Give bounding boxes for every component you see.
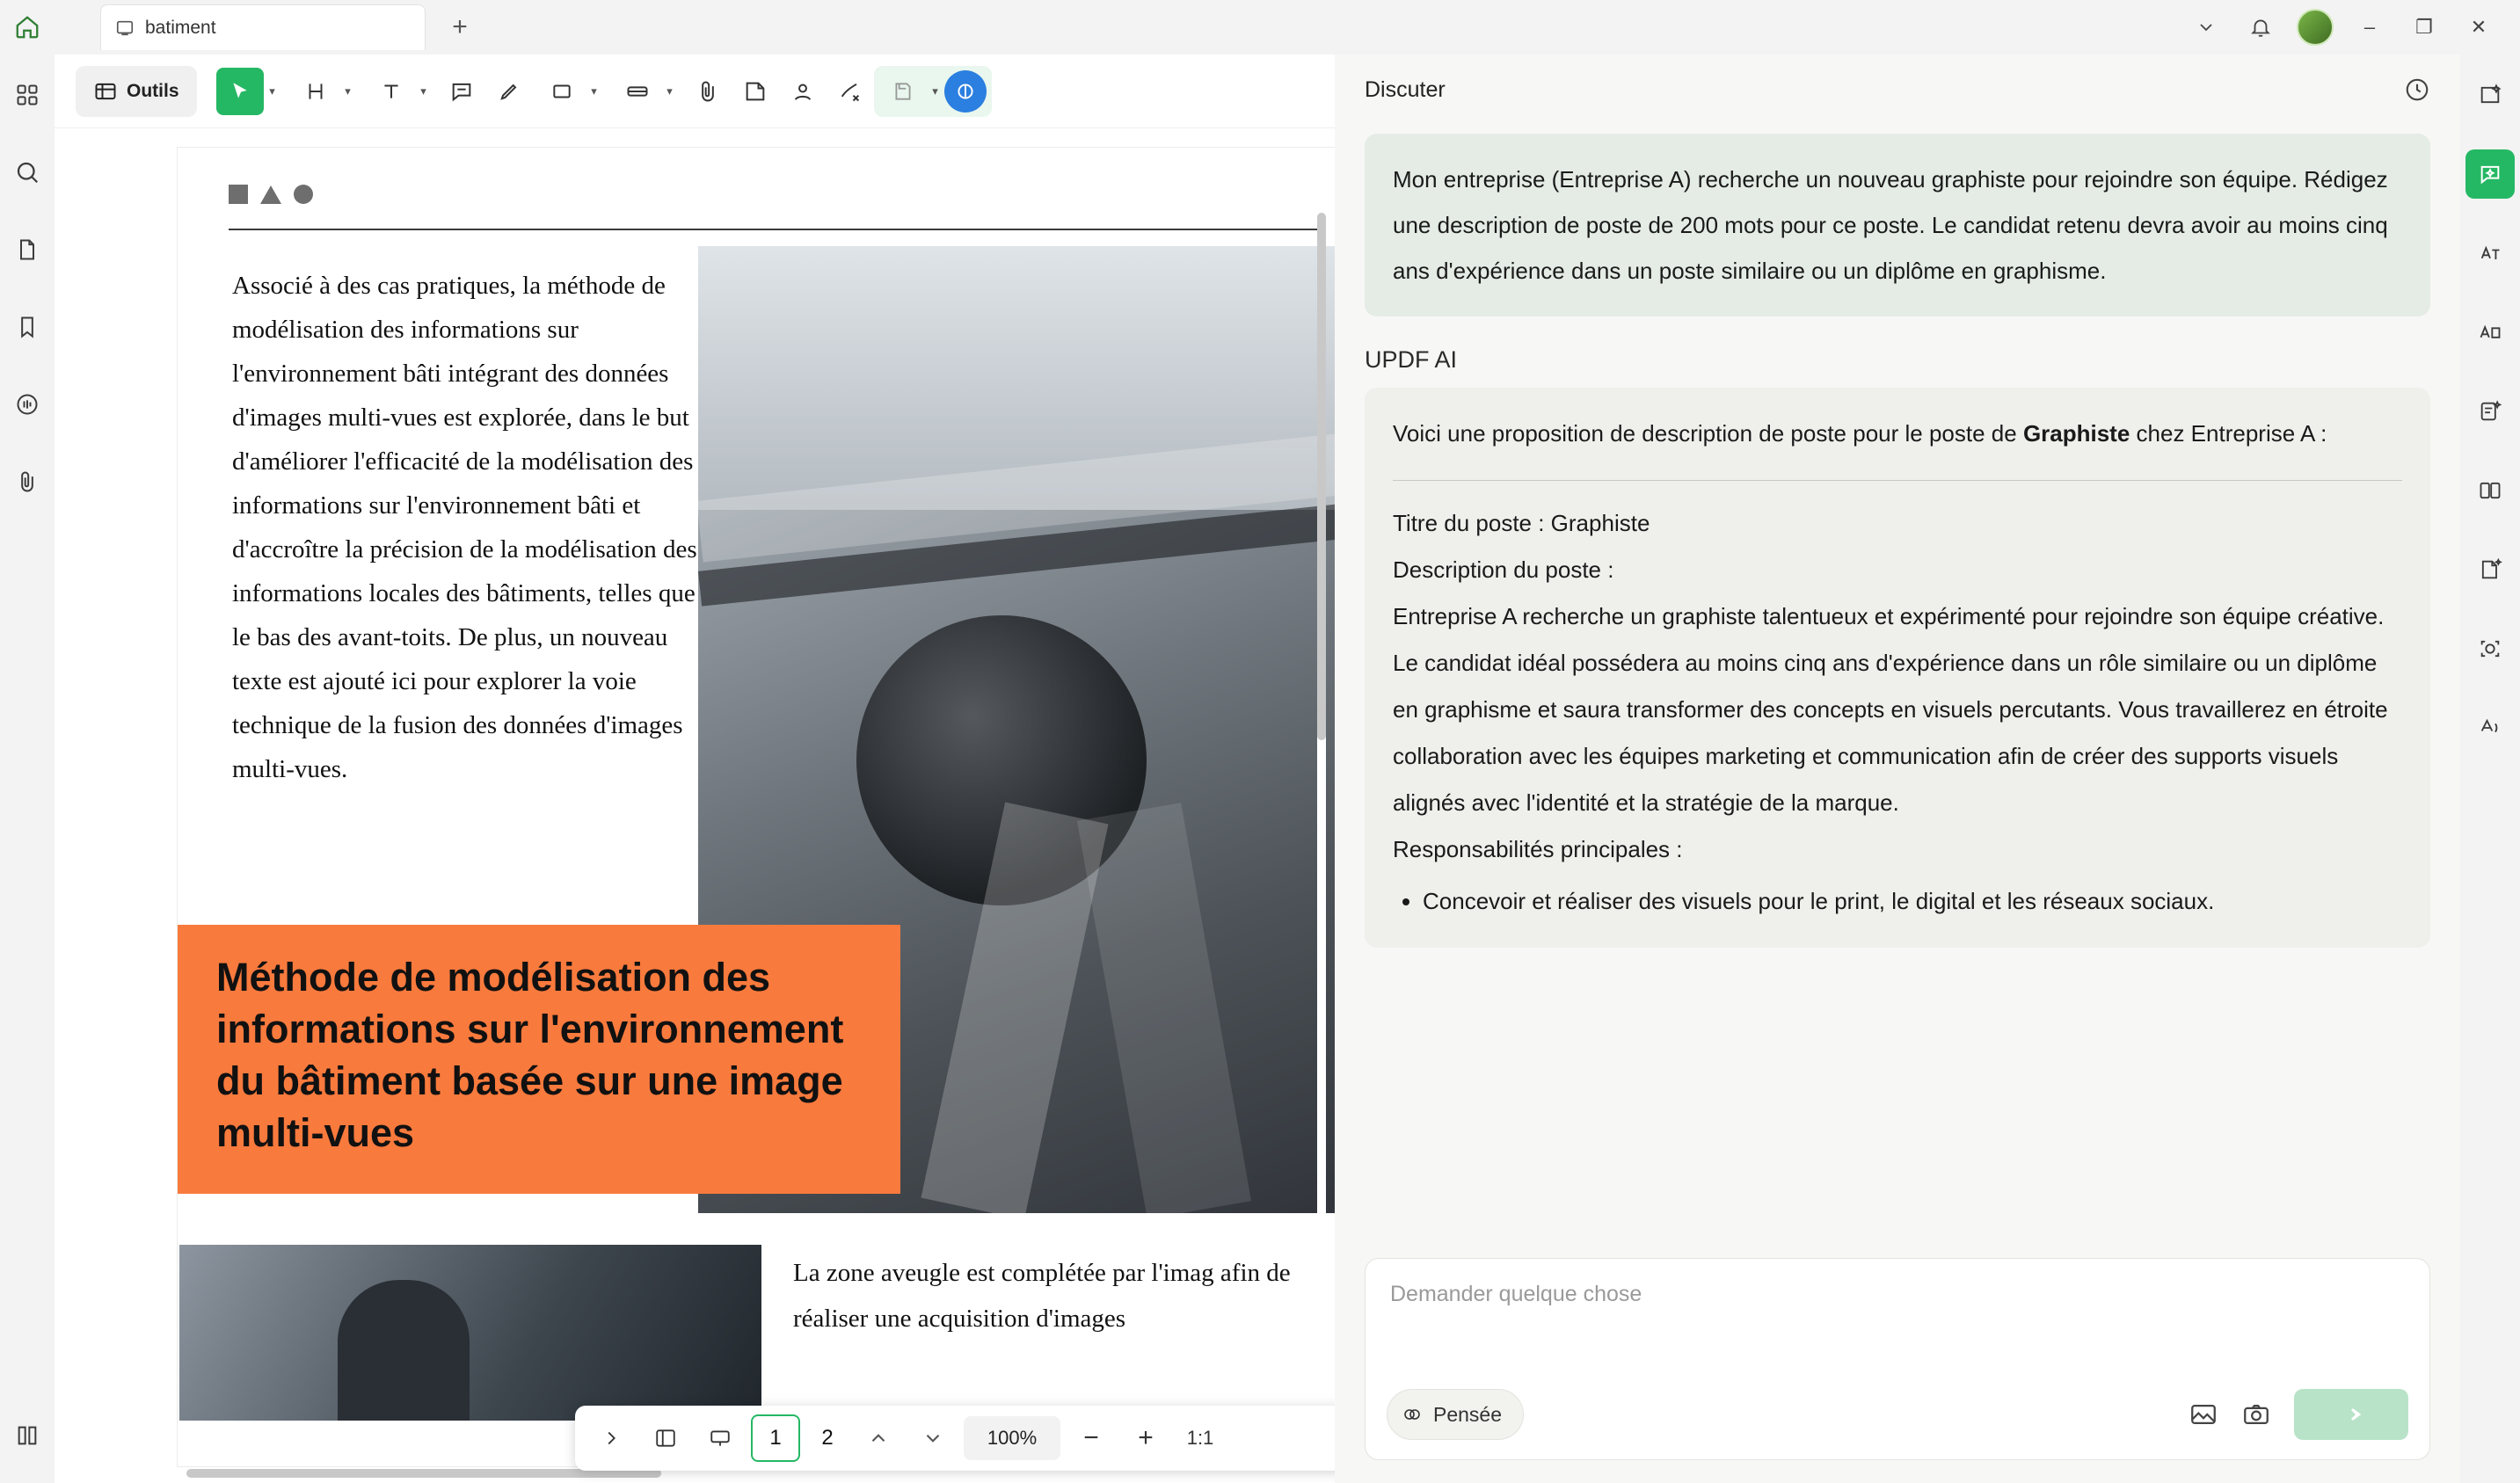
save-chevron-down-icon[interactable]: ▾ [932, 84, 938, 98]
title-bar [0, 0, 2520, 55]
tools-label: Outils [127, 80, 179, 101]
bookmark-icon [15, 315, 40, 339]
sticker-button[interactable] [732, 68, 779, 115]
sidebar-item-summarize[interactable] [2465, 387, 2515, 436]
assistant-intro-part2: chez Entreprise A : [2130, 420, 2327, 447]
ai-panel-header [1335, 55, 2460, 125]
stamp-chevron-down-icon[interactable]: ▾ [666, 84, 673, 98]
attachment-icon [15, 469, 40, 494]
assistant-intro [1393, 411, 2402, 457]
user-account-button[interactable] [2288, 0, 2342, 55]
previous-page-button[interactable] [855, 1414, 902, 1462]
assistant-divider [1393, 480, 2402, 481]
image-upload-button[interactable] [2189, 1399, 2218, 1429]
book-reader-icon [15, 1423, 40, 1448]
headline-block [178, 925, 900, 1194]
zoom-level-value[interactable]: 100% [964, 1416, 1060, 1460]
signature-person-icon [790, 79, 815, 104]
comment-icon [449, 79, 474, 104]
document-tab-label: batiment [145, 17, 216, 38]
sidebar-item-bookmarks[interactable] [4, 304, 50, 350]
sidebar-item-compare[interactable] [2465, 466, 2515, 515]
attachment-icon [696, 79, 720, 104]
sidebar-item-search[interactable] [4, 149, 50, 195]
document-pane [55, 55, 1335, 1483]
sidebar-item-export-ai[interactable] [2465, 545, 2515, 594]
speak-icon [2478, 716, 2502, 740]
notification-bell-icon [2249, 16, 2272, 39]
avatar [2297, 9, 2334, 46]
explain-text-icon [2478, 320, 2502, 345]
page-layout-icon [654, 1427, 677, 1450]
chat-messages[interactable] [1335, 134, 2460, 1285]
cursor-select-icon [229, 80, 251, 103]
left-sidebar [0, 55, 55, 1483]
sidebar-item-annotations[interactable] [4, 382, 50, 427]
page-header-rule [229, 229, 1323, 230]
text-tool-group [362, 66, 438, 117]
presentation-mode-button[interactable] [696, 1414, 744, 1462]
sidebar-item-translate[interactable] [2465, 229, 2515, 278]
ai-chat-panel [1335, 55, 2460, 1483]
page-navigation-bar [575, 1406, 1366, 1471]
titlebar-right-controls [2179, 0, 2520, 55]
compare-icon [2478, 478, 2502, 503]
text-tool-button[interactable] [368, 68, 415, 115]
shape-tool-group [533, 66, 608, 117]
erase-signature-icon [838, 79, 863, 104]
sticker-icon [743, 79, 768, 104]
pen-icon [497, 79, 521, 104]
ai-chat-icon [2478, 162, 2502, 186]
circle-shape-icon [294, 185, 313, 204]
save-ai-group [874, 66, 992, 117]
summarize-icon [2478, 399, 2502, 424]
photo-person-silhouette [338, 1280, 470, 1421]
right-sidebar [2460, 55, 2520, 1483]
responsibilities-heading: Responsabilités principales : [1393, 836, 1683, 862]
tools-icon [93, 79, 118, 104]
job-description-heading: Description du poste : [1393, 556, 1614, 583]
sidebar-item-apps[interactable] [4, 72, 50, 118]
assistant-intro-part1: Voici une proposition de description de poste pour le poste de [1393, 420, 2023, 447]
chat-history-button[interactable] [2404, 76, 2430, 103]
image-upload-icon [2189, 1399, 2218, 1429]
document-toolbar [55, 55, 1335, 128]
translate-icon [2478, 241, 2502, 265]
person-with-headset-photo [179, 1245, 761, 1421]
ai-assistant-icon [954, 80, 977, 103]
tools-button[interactable] [76, 66, 197, 117]
zoom-in-button[interactable]: + [1138, 1423, 1154, 1452]
user-message: Mon entreprise (Entreprise A) recherche un nouveau graphiste pour rejoindre son équipe. Rédigez une description de poste de 200 mots pour ce poste. Le candidat retenu devra avoir au moins cinq ans d'expérience dans un poste similaire ou un diplôme en graphisme. [1365, 134, 2430, 316]
assistant-intro-bold: Graphiste [2022, 420, 2130, 447]
highlight-button[interactable] [292, 68, 339, 115]
shape-chevron-down-icon[interactable]: ▾ [591, 84, 597, 98]
shape-rectangle-icon [550, 80, 573, 103]
ai-panel-title: Discuter [1365, 76, 1446, 102]
highlight-chevron-down-icon[interactable]: ▾ [345, 84, 351, 98]
screenshot-button[interactable] [2241, 1399, 2271, 1429]
home-icon [14, 14, 40, 40]
assistant-label: UPDF AI [1365, 346, 1458, 373]
thinking-mode-button[interactable] [1387, 1389, 1524, 1440]
highlight-tool-group [287, 66, 362, 117]
sidebar-item-ocr[interactable] [2465, 624, 2515, 673]
select-tool-chevron-down-icon[interactable]: ▾ [269, 84, 275, 98]
ai-sidebar-icon [2478, 83, 2502, 107]
ocr-scan-icon [2478, 636, 2502, 661]
text-tool-chevron-down-icon[interactable]: ▾ [420, 84, 426, 98]
sidebar-item-speak[interactable] [2465, 703, 2515, 752]
cursor-select-button[interactable] [216, 68, 264, 115]
close-button[interactable]: ✕ [2470, 16, 2487, 38]
page-title: Méthode de modélisation des informations sur l'environnement du bâtiment basée sur une image multi-vues [216, 955, 844, 1155]
responsibilities-list [1423, 878, 2402, 925]
pen-button[interactable] [485, 68, 533, 115]
page-viewport[interactable] [55, 128, 1335, 1483]
pdf-page [178, 148, 1335, 1466]
ai-assistant-button[interactable] [944, 70, 987, 113]
page-thumbnail-icon [15, 237, 40, 262]
notifications-button[interactable] [2233, 0, 2288, 55]
list-item: • Concevoir et réaliser des visuels pour le print, le digital et les réseaux sociaux. [1423, 878, 2402, 925]
titlebar-chevron-down-button[interactable] [2179, 0, 2233, 55]
presentation-icon [709, 1427, 732, 1450]
sidebar-item-thumbnails[interactable] [4, 227, 50, 273]
assistant-message [1365, 388, 2430, 948]
sidebar-item-ai-sidebar[interactable] [2465, 70, 2515, 120]
triangle-shape-icon [260, 185, 281, 204]
export-ai-icon [2478, 557, 2502, 582]
apps-grid-icon [15, 83, 40, 107]
history-clock-icon [2404, 76, 2430, 103]
maximize-button[interactable]: ❐ [2415, 16, 2433, 38]
page-shapes-row [229, 185, 313, 204]
page-body-text: Associé à des cas pratiques, la méthode de modélisation des informations sur l'environnement bâti intégrant des données d'images multi-vues est explorée, dans le but d'améliorer l'efficacité de la modélisation des informations sur l'environnement bâti et d'accroître la précision de la modélisation des informations locales des bâtiments, telles que le bas des avant-toits. De plus, un nouveau texte est ajouté ici pour explorer la voie technique de la fusion des données d'images multi-vues. [232, 272, 697, 783]
shape-rectangle-button[interactable] [538, 68, 586, 115]
save-button[interactable] [879, 68, 927, 115]
document-tab-icon [115, 18, 135, 38]
page-bottom-text: La zone aveugle est complétée par l'imag afin de réaliser une acquisition d'images [793, 1259, 1291, 1333]
sidebar-item-attachments[interactable] [4, 459, 50, 505]
job-title-line: Titre du poste : Graphiste [1393, 510, 1650, 536]
new-tab-button[interactable]: + [452, 12, 468, 41]
composer-actions [2189, 1389, 2408, 1440]
attach-file-button[interactable] [684, 68, 732, 115]
document-tab[interactable] [100, 4, 426, 50]
scrollbar-thumb[interactable] [1317, 213, 1326, 740]
stamp-tool-group [608, 66, 684, 117]
page-layout-button[interactable] [642, 1414, 689, 1462]
document-vertical-scrollbar[interactable] [1317, 213, 1326, 1483]
highlight-icon [304, 80, 327, 103]
photo-escalator-b [1077, 803, 1251, 1213]
screenshot-icon [2241, 1399, 2271, 1429]
send-button[interactable] [2294, 1389, 2408, 1440]
current-page-input[interactable]: 1 [751, 1414, 800, 1462]
next-page-button[interactable] [909, 1414, 957, 1462]
chevron-down-icon [2196, 17, 2217, 38]
stamp-icon [625, 79, 650, 104]
erase-signature-button[interactable] [827, 68, 874, 115]
zoom-out-button[interactable]: − [1083, 1423, 1099, 1452]
sidebar-item-explain[interactable] [2465, 308, 2515, 357]
signature-button[interactable] [779, 68, 827, 115]
chevron-right-icon [601, 1428, 621, 1448]
send-arrow-icon [2338, 1401, 2364, 1428]
sidebar-item-reader[interactable] [4, 1413, 50, 1458]
chat-composer[interactable] [1365, 1258, 2430, 1460]
minimize-button[interactable]: – [2363, 16, 2376, 38]
job-description-body: Entreprise A recherche un graphiste talentueux et expérimenté pour rejoindre son équipe créative. Le candidat idéal possédera au moins cinq ans d'expérience dans un rôle similaire ou un diplôme en graphisme et saura transformer des concepts en visuels percutants. Vous travaillerez en étroite collaboration avec les équipes marketing et communication afin de créer des supports visuels alignés avec l'identité et la stratégie de la marque. [1393, 603, 2388, 816]
chat-input-placeholder[interactable]: Demander quelque chose [1390, 1282, 1642, 1306]
actual-size-button[interactable]: 1:1 [1186, 1427, 1214, 1449]
sidebar-item-ai-chat[interactable] [2465, 149, 2515, 199]
square-shape-icon [229, 185, 248, 204]
search-icon [14, 159, 40, 185]
stamp-button[interactable] [614, 68, 661, 115]
save-icon [892, 80, 914, 103]
chevron-up-icon [867, 1427, 890, 1450]
select-tool-group [211, 66, 287, 117]
thinking-mode-label: Pensée [1433, 1402, 1503, 1426]
text-tool-icon [380, 80, 403, 103]
pager-expand-button[interactable] [587, 1414, 635, 1462]
home-button[interactable] [0, 0, 55, 55]
total-pages-label[interactable]: 2 [821, 1426, 834, 1450]
chevron-down-icon [921, 1427, 944, 1450]
comment-button[interactable] [438, 68, 485, 115]
brain-icon [1402, 1404, 1423, 1425]
annotation-list-icon [15, 392, 40, 417]
